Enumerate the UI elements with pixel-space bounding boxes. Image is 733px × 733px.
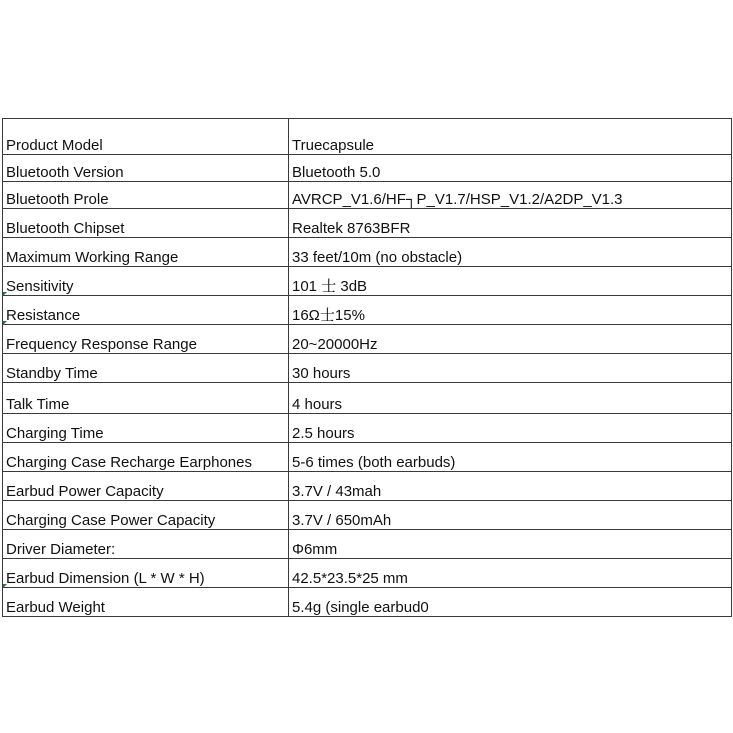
spec-value: 5-6 times (both earbuds) [289,443,732,472]
table-row [3,267,732,296]
spec-value: 30 hours [289,354,732,383]
spec-label: Talk Time [3,383,289,414]
table-row [3,296,732,325]
spec-label: Frequency Response Range [3,325,289,354]
spec-value: 3.7V / 650mAh [289,501,732,530]
table-row [3,588,732,617]
spec-value: 20~20000Hz [289,325,732,354]
spec-value: 3.7V / 43mah [289,472,732,501]
spec-value: 101 士 3dB [289,267,732,296]
spec-value: 42.5*23.5*25 mm [289,559,732,588]
table-row [3,443,732,472]
spec-label: Driver Diameter: [3,530,289,559]
table-row [3,530,732,559]
spec-value: 33 feet/10m (no obstacle) [289,238,732,267]
cell-marker [3,584,7,588]
spec-table [2,118,732,617]
spec-value: Realtek 8763BFR [289,209,732,238]
spec-label: Charging Case Recharge Earphones [3,443,289,472]
spec-label: Sensitivity [3,267,289,296]
spec-value: AVRCP_V1.6/HF┐P_V1.7/HSP_V1.2/A2DP_V1.3 [289,182,732,209]
spec-label: Earbud Dimension (L * W * H) [3,559,289,588]
table-row [3,354,732,383]
spec-label: Charging Time [3,414,289,443]
spec-label: Charging Case Power Capacity [3,501,289,530]
spec-value: 5.4g (single earbud0 [289,588,732,617]
table-row [3,119,732,155]
cell-marker [3,292,7,296]
spec-value: Truecapsule [289,119,732,155]
table-row [3,155,732,182]
spec-label: Earbud Weight [3,588,289,617]
table-row [3,325,732,354]
spec-label: Bluetooth Chipset [3,209,289,238]
table-row [3,559,732,588]
table-row [3,501,732,530]
spec-label: Bluetooth Version [3,155,289,182]
spec-value: Bluetooth 5.0 [289,155,732,182]
table-row [3,209,732,238]
spec-label: Resistance [3,296,289,325]
spec-label: Earbud Power Capacity [3,472,289,501]
spec-value: 4 hours [289,383,732,414]
table-row [3,414,732,443]
spec-label: Standby Time [3,354,289,383]
table-row [3,238,732,267]
spec-label: Bluetooth Prole [3,182,289,209]
cell-marker [3,321,7,325]
table-row [3,182,732,209]
spec-label: Maximum Working Range [3,238,289,267]
spec-label: Product Model [3,119,289,155]
table-row [3,383,732,414]
spec-value: 2.5 hours [289,414,732,443]
spec-value: 16Ω士15% [289,296,732,325]
table-row [3,472,732,501]
spec-value: Φ6mm [289,530,732,559]
